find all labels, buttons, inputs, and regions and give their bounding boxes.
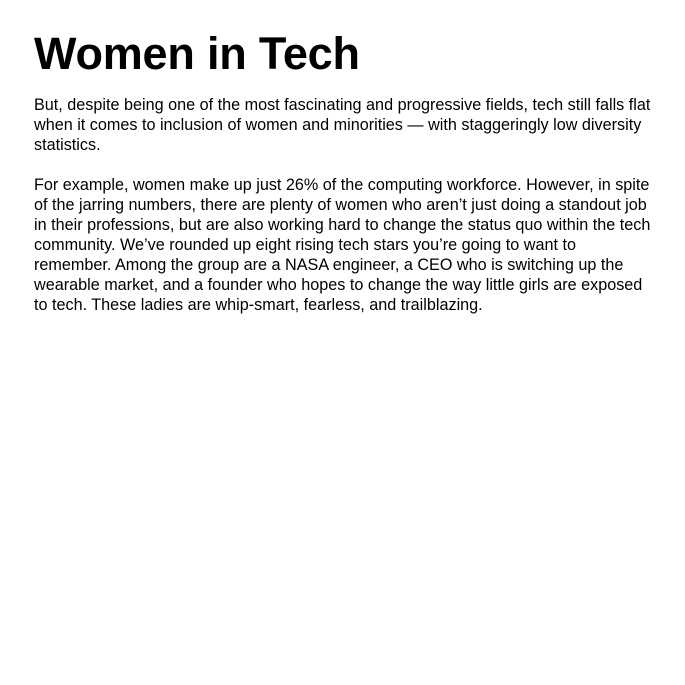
body-paragraph: For example, women make up just 26% of the computing workforce. However, in spite of the jarring numbers, there are plenty of women who aren’t just doing a standout job in their professions, but are also working hard to change the status quo within the tech community. We’ve rounded up eight rising tech stars you’re going to want to remember. Among the group are a NASA engineer, a CEO who is switching up the wearable market, and a founder who hopes to change the way little girls are exposed to tech. These ladies are whip-smart, fearless, and trailblazing. [34,176,651,314]
article-title: Women in Tech [34,28,360,79]
intro-paragraph: But, despite being one of the most fascinating and progressive fields, tech still falls flat when it comes to inclusion of women and minorities — with staggeringly low diversity statistics. [34,96,651,154]
